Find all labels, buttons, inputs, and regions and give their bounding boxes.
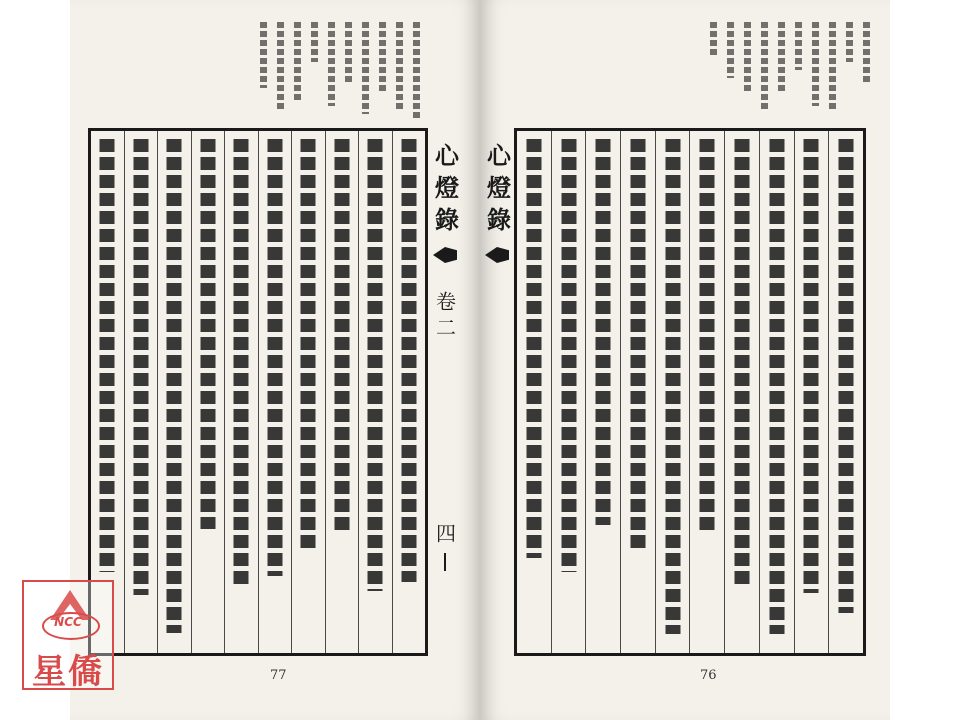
fore-edge-banner [480,131,516,653]
text-column [794,131,829,653]
left-page [70,0,480,720]
text-column [191,131,225,653]
text-column [585,131,620,653]
text-column [759,131,794,653]
text-frame [482,128,866,656]
text-column [124,131,158,653]
right-page [480,0,890,720]
seal-latin: NCC [54,615,82,629]
text-column [291,131,325,653]
fishtail-mark [485,247,509,263]
text-column [392,131,426,653]
text-column [828,131,863,653]
folio-number: 四 [432,523,457,549]
text-column [358,131,392,653]
text-column [258,131,292,653]
page-number: 77 [270,668,287,683]
fore-edge-banner [426,131,462,653]
page-number: 76 [700,668,717,683]
text-frame [88,128,460,656]
text-column [689,131,724,653]
text-column [224,131,258,653]
text-column [655,131,690,653]
ncc-seal [22,580,114,690]
text-column [157,131,191,653]
text-column [325,131,359,653]
book-title: 心燈錄 [430,143,460,239]
book-title: 心燈錄 [482,143,512,239]
handwritten-margin-note [540,22,870,122]
text-column [517,131,551,653]
seal-chinese: 星僑 [32,652,104,692]
volume-label: 卷二 [432,291,457,343]
fishtail-mark [433,247,457,263]
handwritten-margin-note [130,22,420,122]
text-column [91,131,124,653]
text-column [620,131,655,653]
text-column [724,131,759,653]
text-column [551,131,586,653]
